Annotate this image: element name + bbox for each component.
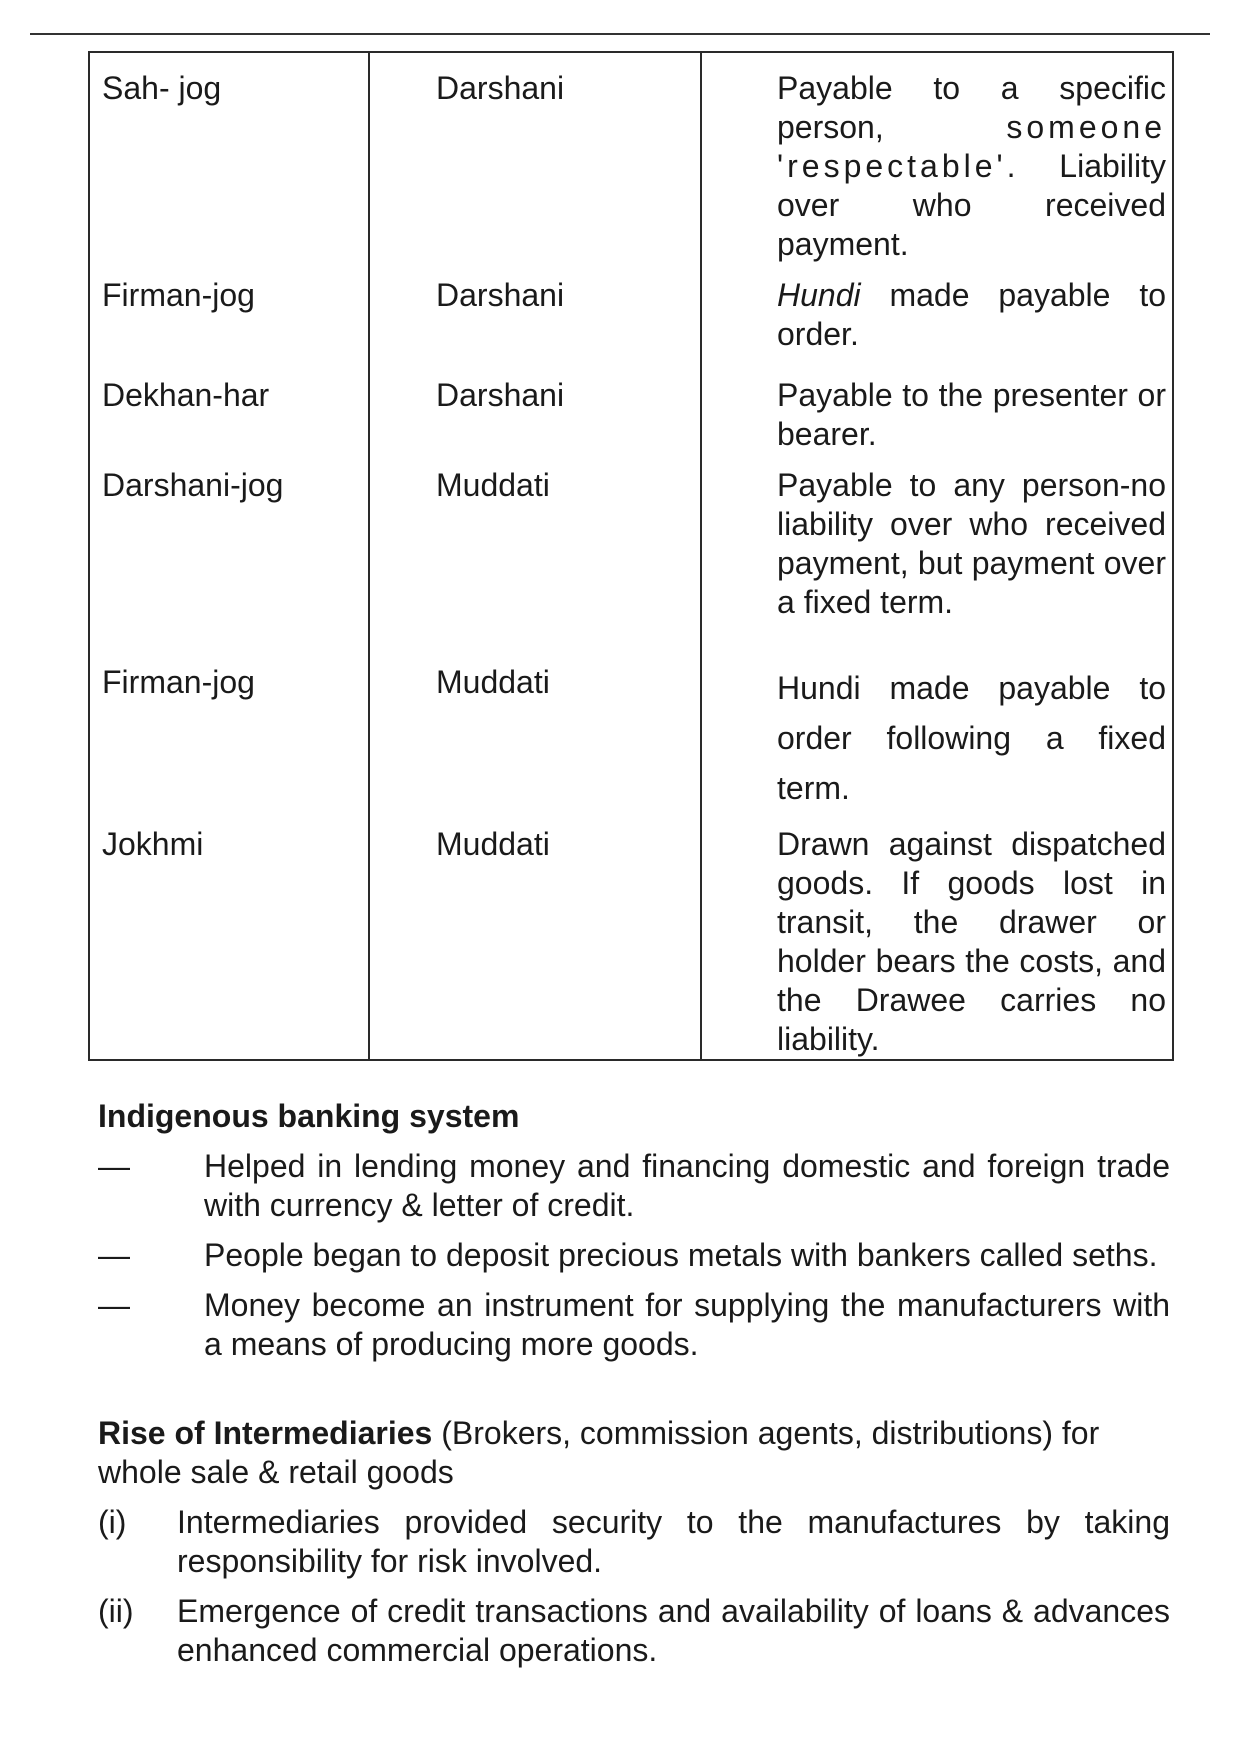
intermediaries-section <box>98 1414 1170 1681</box>
hundi-description <box>701 264 1173 364</box>
hundi-name: Firman-jog <box>89 651 369 813</box>
table-row <box>89 454 1173 651</box>
table-row <box>89 264 1173 364</box>
list-item-text: People began to deposit precious metals with bankers called seths. <box>204 1237 1158 1273</box>
list-item <box>98 1236 1170 1275</box>
hundi-name: Jokhmi <box>89 813 369 1060</box>
dash-bullet: — <box>98 1237 130 1273</box>
description-text: Liability over who received payment. <box>777 148 1166 262</box>
hundi-description <box>701 52 1173 264</box>
hundi-name: Firman-jog <box>89 264 369 364</box>
description-text: someone 'respectable'. <box>777 109 1166 184</box>
hundi-name: Dekhan-har <box>89 364 369 454</box>
list-item <box>98 1286 1170 1364</box>
hundi-name: Darshani-jog <box>89 454 369 651</box>
description-text: Payable to any person-no liability over who received payment, but payment over a fixed term. <box>777 467 1166 620</box>
dash-bullet: — <box>98 1148 130 1184</box>
hundi-description <box>701 454 1173 651</box>
hundi-description <box>701 813 1173 1060</box>
dash-bullet: — <box>98 1287 130 1323</box>
list-marker: (ii) <box>98 1593 134 1629</box>
list-item-text: Emergence of credit transactions and availability of loans & advances enhanced commercial operations. <box>177 1593 1170 1668</box>
list-item <box>98 1147 1170 1225</box>
hundi-type: Darshani <box>369 364 701 454</box>
banking-points <box>98 1147 1170 1364</box>
heading-rest-text: (Brokers, commission agents, distributions) for whole sale & retail goods <box>98 1415 1100 1490</box>
description-text: Hundi made payable to order following a fixed term. <box>777 670 1166 806</box>
description-text: Drawn against dispatched goods. If goods lost in transit, the drawer or holder bears the costs, and the Drawee carries no liability. <box>777 826 1166 1057</box>
description-text: Payable to the presenter or bearer. <box>777 377 1166 452</box>
hundi-types-table <box>88 51 1174 1061</box>
hundi-name: Sah- jog <box>89 52 369 264</box>
intermediaries-points <box>98 1503 1170 1670</box>
description-italic-text: Hundi <box>777 277 861 313</box>
table-row <box>89 52 1173 264</box>
hundi-type: Muddati <box>369 813 701 1060</box>
hundi-type: Muddati <box>369 454 701 651</box>
hundi-description <box>701 651 1173 813</box>
list-marker: (i) <box>98 1504 127 1540</box>
list-item <box>98 1503 1170 1581</box>
heading-bold-text: Rise of Intermediaries <box>98 1415 433 1451</box>
table-row <box>89 813 1173 1060</box>
list-item-text: Intermediaries provided security to the manufactures by taking responsibility for risk involved. <box>177 1504 1170 1579</box>
indigenous-banking-section <box>98 1097 1170 1375</box>
section-heading: Indigenous banking system <box>98 1098 520 1134</box>
table-row <box>89 651 1173 813</box>
hundi-type: Darshani <box>369 264 701 364</box>
list-item <box>98 1592 1170 1670</box>
description-text: made payable to order. <box>777 277 1166 352</box>
hundi-description <box>701 364 1173 454</box>
section-heading <box>98 1414 1170 1492</box>
hundi-type: Darshani <box>369 52 701 264</box>
list-item-text: Helped in lending money and financing domestic and foreign trade with currency & letter of credit. <box>204 1148 1170 1223</box>
top-rule <box>30 33 1210 35</box>
hundi-type: Muddati <box>369 651 701 813</box>
table-row <box>89 364 1173 454</box>
list-item-text: Money become an instrument for supplying the manufacturers with a means of producing more goods. <box>204 1287 1170 1362</box>
description-text: Payable to a specific person, <box>777 70 1166 145</box>
